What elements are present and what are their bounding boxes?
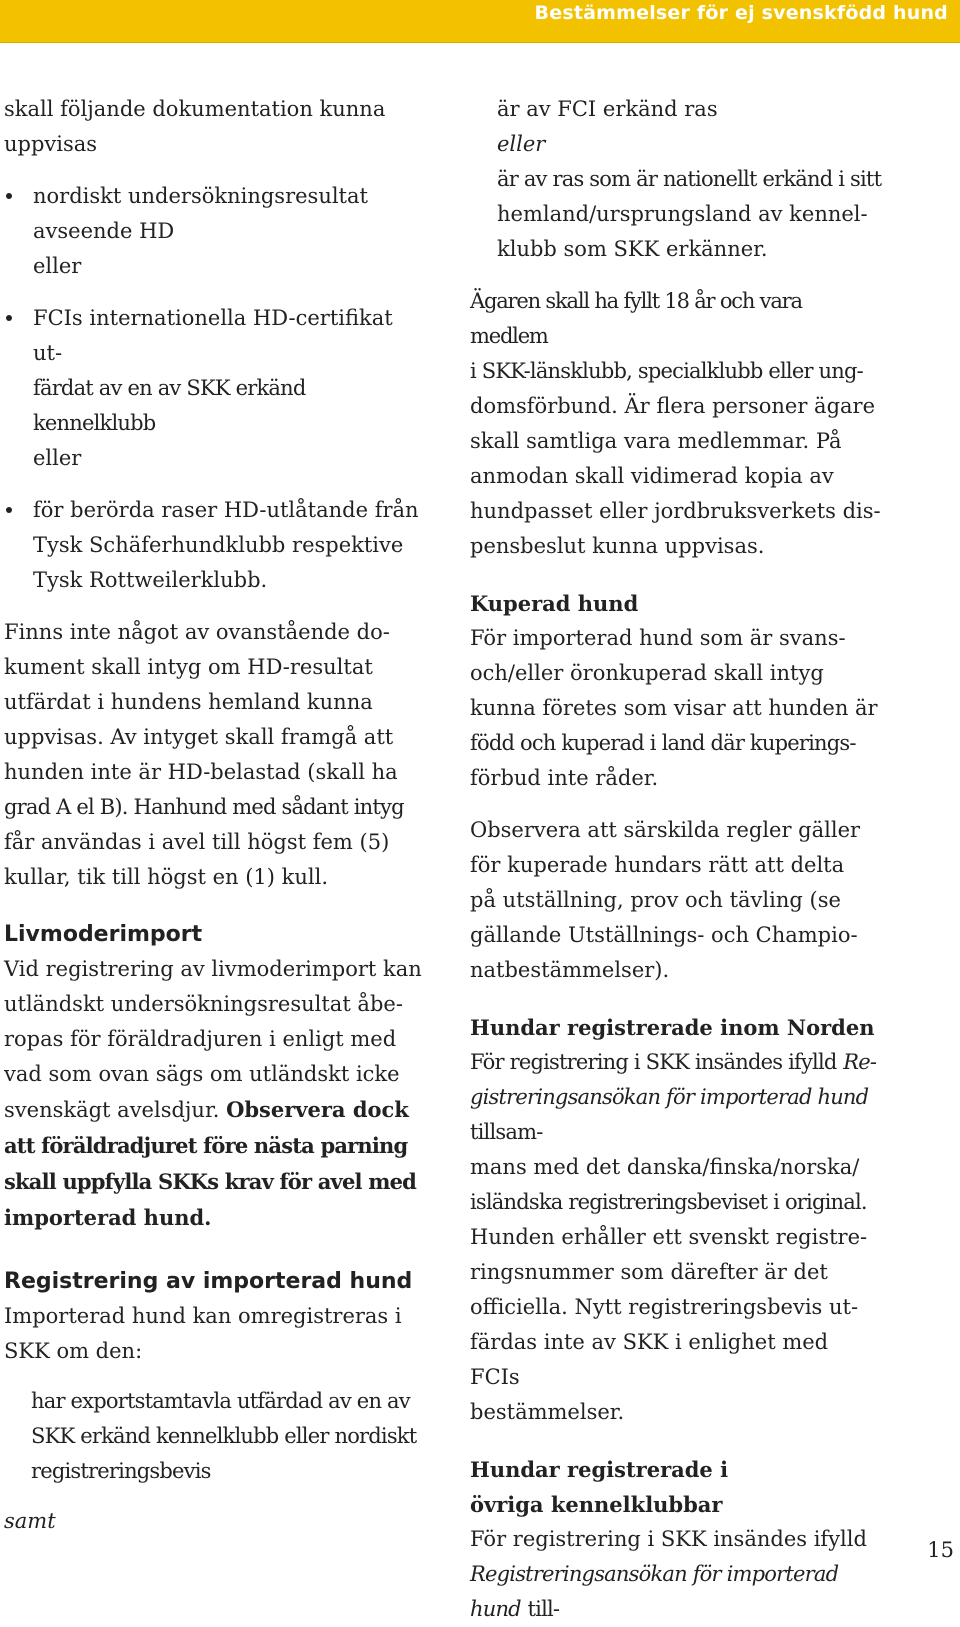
bullet-icon [6, 507, 12, 513]
page-number: 15 [927, 1538, 954, 1562]
registrering-paragraph: Importerad hund kan omregistreras i SKK om den: [4, 1304, 402, 1363]
kuperad-paragraph: För importerad hund som är svans- och/eller öronkuperad skall intyg kunna företes som visar att hunden är född och kuperad i land där kuperings- förbud inte råder. [470, 626, 878, 790]
list-item: för berörda raser HD-utlåtande från Tysk Schäferhundklubb respektive Tysk Rottweilerklubb. [4, 493, 424, 598]
page-header-title: Bestämmelser för ej svenskfödd hund [534, 2, 948, 24]
right-column [470, 92, 884, 1627]
registrering-heading: Registrering av importerad hund [4, 1269, 413, 1294]
norden-paragraph: För registrering i SKK insändes ifylld Re- gistreringsansökan för importerad hund tillsam- mans med det danska/finska/norska/ isländska registreringsbeviset i original. Hunden erhåller ett svenskt registre- ringsnummer som därefter är det officiella. Nytt registreringsbevis ut- färdas inte av SKK i enlighet med FCIs bestämmelser. [470, 1050, 877, 1424]
bullet-icon [6, 193, 12, 199]
observera-paragraph: Observera att särskilda regler gäller för kuperade hundars rätt att delta på utställning, prov och tävling (se gällande Utställnings- och Champio- natbestämmelser). [470, 818, 861, 982]
fci-paragraph: är av FCI erkänd ras eller är av ras som är nationellt erkänd i sitt hemland/ursprungsland av kennel- klubb som SKK erkänner. [497, 97, 882, 261]
list-item: nordiskt undersökningsresultat avseende HD eller [4, 179, 424, 284]
ovriga-heading: Hundar registrerade i övriga kennelklubbar [470, 1457, 729, 1517]
livmoderimport-heading: Livmoderimport [4, 922, 203, 947]
finns-paragraph: Finns inte något av ovanstående do- kument skall intyg om HD-resultat utfärdat i hundens hemland kunna uppvisas. Av intyget skall framgå att hunden inte är HD-belastad (skall ha grad A el B). Hanhund med sådant intyg får användas i avel till högst fem (5) kullar, tik till högst en (1) kull. [4, 620, 404, 889]
ovriga-paragraph: För registrering i SKK insändes ifylld Registreringsansökan för importerad hund till- [470, 1527, 867, 1621]
intro-paragraph: skall följande dokumentation kunna uppvisas [4, 97, 386, 156]
livmoderimport-paragraph: Vid registrering av livmoderimport kan utländskt undersökningsresultat åbe- ropas för föräldradjuren i enligt med vad som ovan sägs om utländskt icke svenskägt avelsdjur. Observera dock att föräldradjuret före nästa parning skall uppfylla SKKs krav för avel med importerad hund. [4, 957, 422, 1230]
bullet-icon [6, 315, 12, 321]
page-header-bar [0, 0, 960, 43]
agaren-paragraph: Ägaren skall ha fyllt 18 år och vara medlem i SKK-länsklubb, specialklubb eller ung- domsförbund. Är flera personer ägare skall samtliga vara medlemmar. På anmodan skall vidimerad kopia av hundpasset eller jordbruksverkets dis- pensbeslut kunna uppvisas. [470, 289, 881, 558]
samt-text: samt [4, 1509, 56, 1533]
norden-heading: Hundar registrerade inom Norden [470, 1015, 875, 1040]
list-item: FCIs internationella HD-certifikat ut- färdat av en av SKK erkänd kennelklubb eller [4, 301, 424, 476]
kuperad-heading: Kuperad hund [470, 591, 639, 616]
left-column [4, 92, 424, 1539]
export-paragraph: har exportstamtavla utfärdad av en av SKK erkänd kennelklubb eller nordiskt registreringsbevis [31, 1389, 417, 1483]
